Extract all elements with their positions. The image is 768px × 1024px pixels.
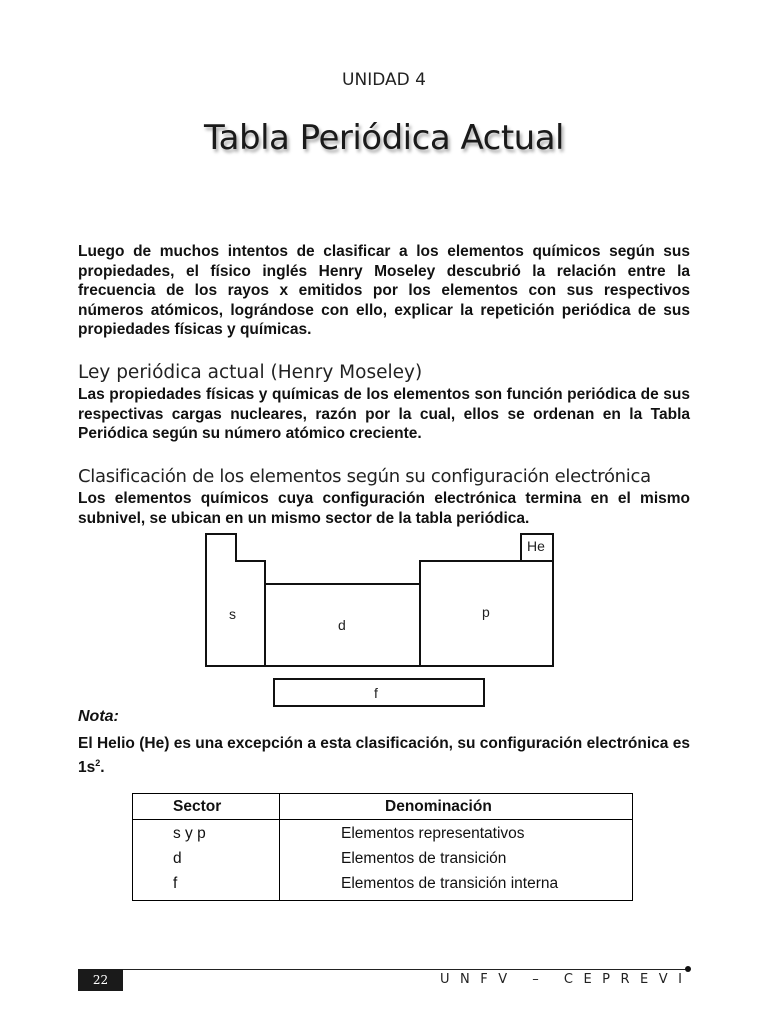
f-block-outline [274, 679, 484, 706]
classification-heading: Clasificación de los elementos según su configuración electrónica [78, 466, 651, 487]
p-block-outline [420, 561, 553, 666]
s-block-label: s [229, 606, 236, 622]
table-header-divider [133, 819, 632, 820]
table-header-sector: Sector [173, 798, 222, 815]
law-paragraph: Las propiedades físicas y químicas de los elementos son función periódica de sus respectivas cargas nucleares, razón por la cual, ellos se ordenan en la Tabla Periódica según su número atómico creciente. [78, 386, 690, 443]
table-cell-denominacion: Elementos de transición interna [341, 875, 559, 892]
table-column-divider [279, 794, 280, 900]
p-block-label: p [482, 604, 490, 620]
d-block-outline [265, 584, 420, 666]
note-title: Nota: [78, 708, 119, 725]
note-paragraph [78, 734, 690, 777]
he-box-outline [521, 534, 553, 561]
note-text-end: . [100, 758, 105, 776]
table-cell-sector: f [173, 875, 178, 892]
page-number: 22 [78, 969, 123, 991]
footer-brand: UNFV – CEPREVI [440, 972, 693, 987]
table-cell-sector: d [173, 850, 182, 867]
intro-paragraph: Luego de muchos intentos de clasificar a los elementos químicos según sus propiedades, el físico inglés Henry Moseley descubrió la relación entre la frecuencia de los rayos x emitidos por los elementos con sus respectivos números atómicos, lográndose con ello, explicar la repetición periódica de sus propiedades físicas y químicas. [78, 243, 690, 339]
law-heading: Ley periódica actual (Henry Moseley) [78, 362, 423, 383]
table-cell-sector: s y p [173, 825, 206, 842]
table-cell-denominacion: Elementos de transición [341, 850, 507, 867]
table-cell-denominacion: Elementos representativos [341, 825, 525, 842]
d-block-label: d [338, 617, 346, 633]
s-block-outline [206, 534, 265, 666]
unit-label: UNIDAD 4 [342, 70, 426, 90]
he-label: He [527, 538, 545, 554]
page-title: Tabla Periódica Actual [204, 118, 564, 158]
note-text: El Helio (He) es una excepción a esta clasificación, su configuración electrónica es 1s [78, 735, 690, 776]
footer-rule [123, 969, 688, 970]
sector-table [132, 793, 633, 901]
classification-paragraph: Los elementos químicos cuya configuración electrónica termina en el mismo subnivel, se ubican en un mismo sector de la tabla periódica. [78, 490, 690, 527]
table-header-denominacion: Denominación [385, 798, 492, 815]
f-block-label: f [374, 685, 378, 701]
note-superscript: 2 [95, 757, 101, 768]
